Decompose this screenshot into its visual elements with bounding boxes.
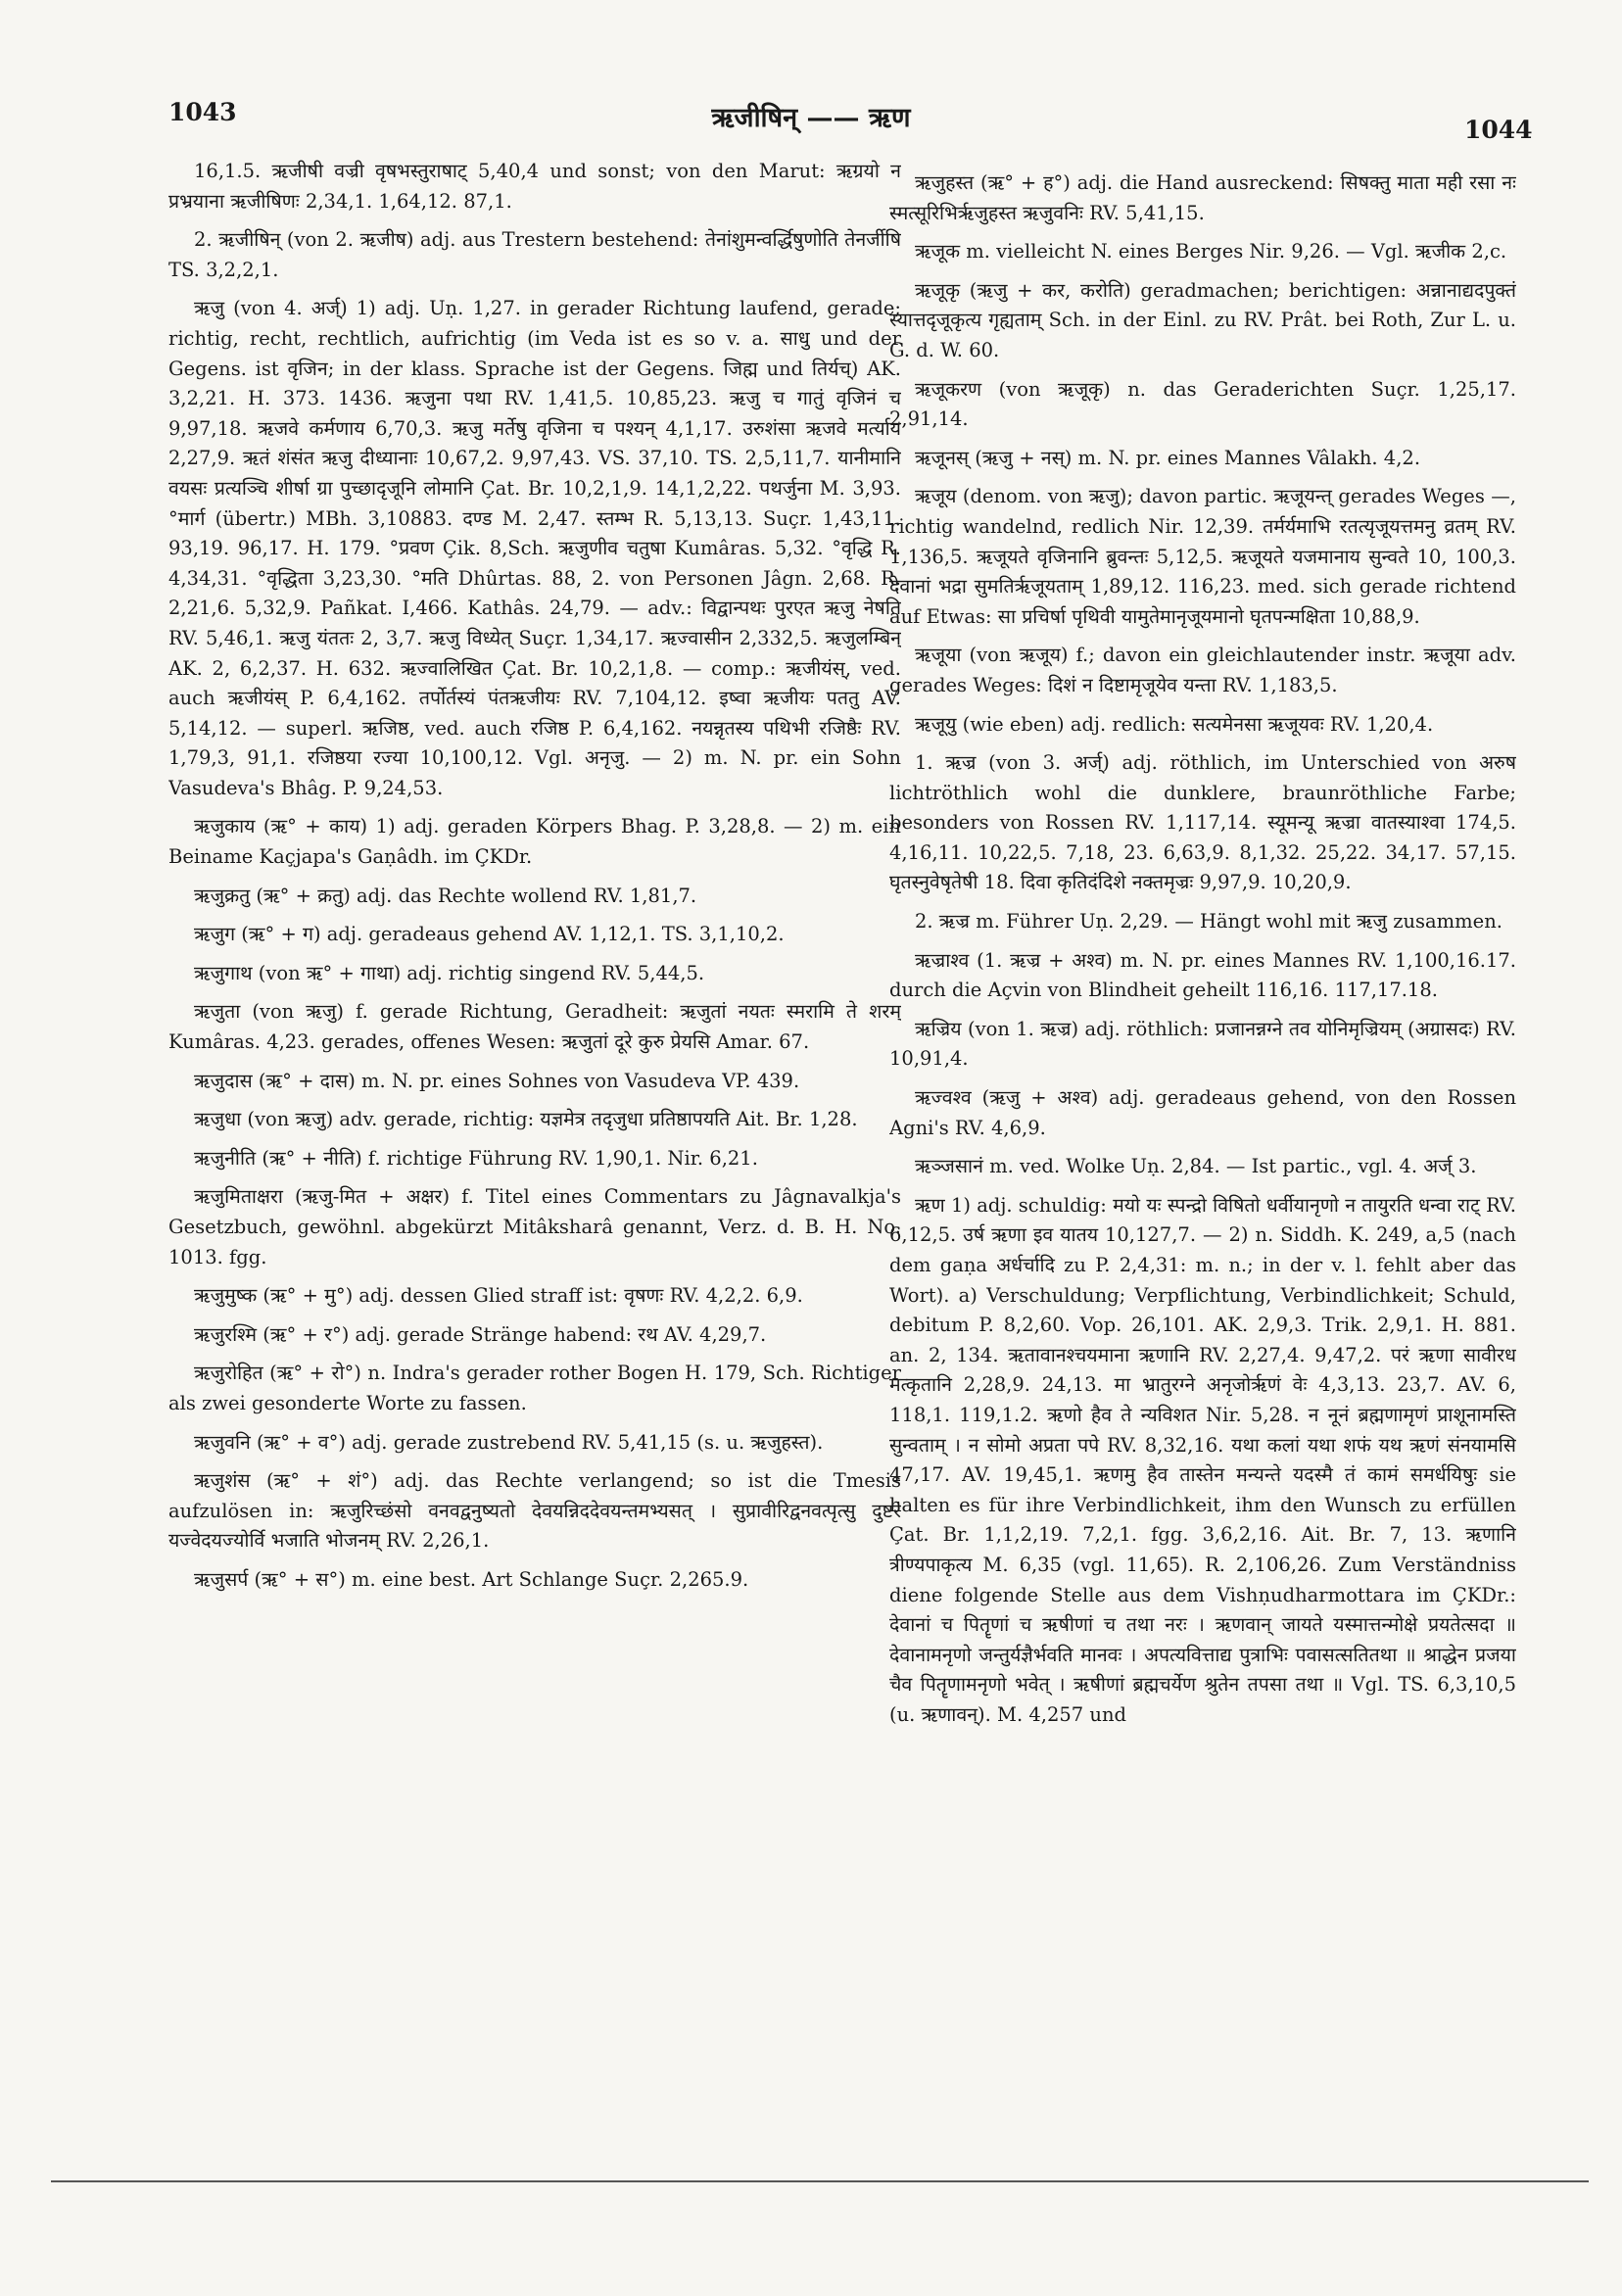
entry-paragraph: ऋजूक m. vielleicht N. eines Berges Nir. 9,26. — Vgl. ऋजीक 2,c. xyxy=(915,240,1507,263)
entry-paragraph: ऋजूय (denom. von ऋजु); davon partic. ऋजूयन्त् gerades Weges —, richtig wandelnd, redlich Nir. 12,39. तर्मर्यमाभि रतत्यृजूयत्तमनु व्रतम् RV. 1,136,5. ऋजूयते वृजिनानि ब्रुवन्तः 5,12,5. ऋजूयते यजमानाय सुन्वते 10, 100,3. देवानां भद्रा सुमतिर्ऋजूयताम् 1,89,12. 116,23. med. sich gerade richtend auf Etwas: सा प्रचिर्षा पृथिवी यामुतेमानृजूयमानो घृतपन्मक्षिता 10,88,9. xyxy=(889,485,1516,628)
entry-paragraph: ऋजुसर्प (ऋ° + स°) m. eine best. Art Schlange Suçr. 2,265.9. xyxy=(194,1567,749,1591)
entry-paragraph: ऋजुधा (von ऋजु) adv. gerade, richtig: यज्ञमेत्र तदृजुधा प्रतिष्ठापयति Ait. Br. 1,28. xyxy=(194,1108,858,1131)
bottom-rule xyxy=(51,2180,1589,2182)
left-column xyxy=(168,157,901,2106)
entry-paragraph: ऋजुगाथ (von ऋ° + गाथा) adj. richtig singend RV. 5,44,5. xyxy=(194,961,705,984)
entry-paragraph: ऋजूया (von ऋजूय) f.; davon ein gleichlautender instr. ऋजूया adv. gerades Weges: दिशं न दिष्टामृजूयेव यन्ता RV. 1,183,5. xyxy=(889,644,1516,696)
page-number-right: 1044 xyxy=(1464,116,1533,144)
entry-paragraph: ऋजूयु (wie eben) adj. redlich: सत्यमेनसा ऋजूयवः RV. 1,20,4. xyxy=(915,712,1434,736)
entry-paragraph: ऋजुमुष्क (ऋ° + मु°) adj. dessen Glied straff ist: वृषणः RV. 4,2,2. 6,9. xyxy=(194,1284,803,1308)
entry-paragraph: ऋजुदास (ऋ° + दास) m. N. pr. eines Sohnes von Vasudeva VP. 439. xyxy=(194,1069,800,1092)
entry-paragraph: ऋजुशंस (ऋ° + शं°) adj. das Rechte verlangend; so ist die Tmesis aufzulösen in: ऋजुरिच्छंसो वनवद्वनुष्यतो देवयन्निददेवयन्तमभ्यसत् । सुप्रावीरिद्वनवत्पृत्सु दुष्टरं यज्वेदयज्योर्वि भजाति भोजनम् RV. 2,26,1. xyxy=(168,1469,901,1553)
entry-paragraph: ऋज्राश्व (1. ऋज्र + अश्व) m. N. pr. eines Mannes RV. 1,100,16.17. durch die Açvin von Blindheit geheilt 116,16. 117,17.18. xyxy=(889,948,1516,1002)
entry-paragraph: ऋज्वश्व (ऋजु + अश्व) adj. geradeaus gehend, von den Rossen Agni's RV. 4,6,9. xyxy=(889,1086,1516,1139)
entry-paragraph: ऋजूकरण (von ऋजूकृ) n. das Geraderichten Suçr. 1,25,17. 2,91,14. xyxy=(889,377,1516,431)
entry-paragraph: ऋजुकाय (ऋ° + काय) 1) adj. geraden Körpers Bhag. P. 3,28,8. — 2) m. ein Beiname Kaçjapa's Gaṇâdh. im ÇKDr. xyxy=(168,815,901,869)
entry-paragraph: ऋजुनीति (ऋ° + नीति) f. richtige Führung RV. 1,90,1. Nir. 6,21. xyxy=(194,1146,758,1170)
entry-paragraph: ऋजुहस्त (ऋ° + ह°) adj. die Hand ausreckend: सिषक्तु माता मही रसा नः स्मत्सूरिभिर्ऋजुहस्त ऋजुवनिः RV. 5,41,15. xyxy=(889,171,1516,224)
entry-paragraph: ऋजुता (von ऋजु) f. gerade Richtung, Geradheit: ऋजुतां नयतः स्मरामि ते शरम् Kumâras. 4,23. gerades, offenes Wesen: ऋजुतां दूरे कुरु प्रेयसि Amar. 67. xyxy=(168,1000,901,1054)
entry-paragraph: 2. ऋजीषिन् (von 2. ऋजीष) adj. aus Trestern bestehend: तेनांशुमन्वर्द्धिषुणोति तेनर्जीषि TS. 3,2,2,1. xyxy=(168,228,901,281)
entry-paragraph: ऋजुवनि (ऋ° + व°) adj. gerade zustrebend RV. 5,41,15 (s. u. ऋजुहस्त). xyxy=(194,1430,824,1454)
entry-paragraph: 1. ऋज्र (von 3. अर्ज्) adj. röthlich, im Unterschied von अरुष lichtröthlich wohl die dunklere, braunröthliche Farbe; besonders von Rossen RV. 1,117,14. स्यूमन्यू ऋज्रा वातस्याश्वा 174,5. 4,16,11. 10,22,5. 7,18, 23. 6,63,9. 8,1,32. 25,22. 34,17. 57,15. घृतस्नुवेषृतेषी 18. दिवा कृतिदंदिशे नक्तमृज्रः 9,97,9. 10,20,9. xyxy=(889,751,1516,894)
entry-paragraph: ऋजुरोहित (ऋ° + रो°) n. Indra's gerader rother Bogen H. 179, Sch. Richtiger als zwei gesonderte Worte zu fassen. xyxy=(168,1362,901,1414)
entry-paragraph: ऋज्रिय (von 1. ऋज्र) adj. röthlich: प्रजानन्नग्ने तव योनिमृज्रियम् (अग्रासदः) RV. 10,91,4. xyxy=(889,1017,1516,1071)
entry-paragraph: 2. ऋज्र m. Führer Uṇ. 2,29. — Hängt wohl mit ऋजु zusammen. xyxy=(915,910,1503,933)
page-number-left: 1043 xyxy=(168,98,237,126)
entry-paragraph: ऋजूनस् (ऋजु + नस्) m. N. pr. eines Mannes Vâlakh. 4,2. xyxy=(915,446,1421,469)
entry-paragraph: ऋजूकृ (ऋजु + कर, करोति) geradmachen; berichtigen: अन्नानाद्यदपुक्तं स्यात्तदृजूकृत्य गृह्यताम् Sch. in der Einl. zu RV. Prât. bei Roth, Zur L. u. G. d. W. 60. xyxy=(889,278,1516,361)
entry-paragraph: 16,1.5. ऋजीषी वज्री वृषभस्तुराषाट् 5,40,4 und sonst; von den Marut: ऋग्रयो न प्रभ्रयाना ऋजीषिणः 2,34,1. 1,64,12. 87,1. xyxy=(168,160,901,213)
entry-paragraph: ऋजुरश्मि (ऋ° + र°) adj. gerade Stränge habend: रथ AV. 4,29,7. xyxy=(194,1322,767,1346)
running-headword: ऋजीषिन् —— ऋण xyxy=(711,103,911,133)
page-header xyxy=(0,0,1622,167)
entry-paragraph: ऋजुमिताक्षरा (ऋजु-मित + अक्षर) f. Titel eines Commentars zu Jâgnavalkja's Gesetzbuch, gewöhnl. abgekürzt Mitâksharâ genannt, Verz. d. B. H. No. 1013. fgg. xyxy=(168,1185,901,1268)
entry-paragraph: ऋजुग (ऋ° + ग) adj. geradeaus gehend AV. 1,12,1. TS. 3,1,10,2. xyxy=(194,923,785,946)
entry-paragraph: ऋजु (von 4. अर्ज्) 1) adj. Uṇ. 1,27. in gerader Richtung laufend, gerade; richtig, recht, rechtlich, aufrichtig (im Veda ist es so v. a. साधु und der Gegens. ist वृजिन; in der klass. Sprache ist der Gegens. जिह्म und तिर्यच्) AK. 3,2,21. H. 373. 1436. ऋजुना पथा RV. 1,41,5. 10,85,23. ऋजु च गातुं वृजिनं च 9,97,18. ऋजवे कर्मणाय 6,70,3. ऋजु मर्तेषु वृजिना च पश्यन् 4,1,17. उरुशंसा ऋजवे मर्त्याय 2,27,9. ऋतं शंसंत ऋजु दीध्यानाः 10,67,2. 9,97,43. VS. 37,10. TS. 2,5,11,7. यानीमानि वयसः प्रत्यञ्चि शीर्षा ग्रा पुच्छादृजूनि लोमानि Çat. Br. 10,2,1,9. 14,1,2,22. पथर्जुना M. 3,93. °मार्ग (übertr.) MBh. 3,10883. दण्ड M. 2,47. स्तम्भ R. 5,13,13. Suçr. 1,43,11. 93,19. 96,17. H. 179. °प्रवण Çik. 8,Sch. ऋजुणीव चतुषा Kumâras. 5,32. °वृद्धि R. 4,34,31. °वृद्धिता 3,23,30. °मति Dhûrtas. 88, 2. von Personen Jâgn. 2,68. R. 2,21,6. 5,32,9. Pañkat. I,466. Kathâs. 24,79. — adv.: विद्वान्पथः पुरएत ऋजु नेषति RV. 5,46,1. ऋजु यंततः 2, 3,7. ऋजु विध्येत् Suçr. 1,34,17. ऋज्वासीन 2,332,5. ऋजुलम्बिन् AK. 2, 6,2,37. H. 632. ऋज्वालिखित Çat. Br. 10,2,1,8. — comp.: ऋजीयंस्, ved. auch ऋजीयंस् P. 6,4,162. तर्पोर्तस्यं पंतऋजीयः RV. 7,104,12. इष्वा ऋजीयः पततु AV. 5,14,12. — superl. ऋजिष्ठ, ved. auch रजिष्ठ P. 6,4,162. नयन्नृतस्य पथिभी रजिष्ठैः RV. 1,79,3, 91,1. रजिष्ठया रज्या 10,100,12. Vgl. अनृजु. — 2) m. N. pr. ein Sohn Vasudeva's Bhâg. P. 9,24,53. xyxy=(168,297,901,799)
right-column xyxy=(889,168,1516,2118)
entry-paragraph: ऋजुक्रतु (ऋ° + क्रतु) adj. das Rechte wollend RV. 1,81,7. xyxy=(194,884,697,907)
entry-paragraph: ऋञ्जसानं m. ved. Wolke Uṇ. 2,84. — Ist partic., vgl. 4. अर्ज् 3. xyxy=(915,1155,1477,1178)
entry-paragraph: ऋण 1) adj. schuldig: मयो यः स्पन्द्रो विषितो धर्वीयानृणो न तायुरति धन्वा राट् RV. 6,12,5. उर्ष ऋणा इव यातय 10,127,7. — 2) n. Siddh. K. 249, a,5 (nach dem gaṇa अर्धर्चादि zu P. 2,4,31: m. n.; in der v. l. fehlt aber das Wort). a) Verschuldung; Verpflichtung, Verbindlichkeit; Schuld, debitum P. 8,2,60. Vop. 26,101. AK. 2,9,3. Trik. 2,9,1. H. 881. an. 2, 134. ऋतावानश्चयमाना ऋणानि RV. 2,27,4. 9,47,2. परं ऋणा सावीरध मत्कृतानि 2,28,9. 24,13. मा भ्रातुरग्ने अनृजोर्ऋणं वेः 4,3,13. 23,7. AV. 6, 118,1. 119,1.2. ऋणो हैव ते न्यविशत Nir. 5,28. न नूनं ब्रह्मणामृणं प्राशूनामस्ति सुन्वताम् । न सोमो अप्रता पपे RV. 8,32,16. यथा कलां यथा शफं यथ ऋणं संनयामसि 47,17. AV. 19,45,1. ऋणमु हैव तास्तेन मन्यन्ते यदस्मै तं कामं समर्धयिषुः sie halten es für ihre Verbindlichkeit, ihm den Wunsch zu erfüllen Çat. Br. 1,1,2,19. 7,2,1. fgg. 3,6,2,16. Ait. Br. 7, 13. ऋणानि त्रीण्यपाकृत्य M. 6,35 (vgl. 11,65). R. 2,106,26. Zum Verständniss diene folgende Stelle aus dem Vishṇudharmottara im ÇKDr.: देवानां च पितॄणां च ऋषीणां च तथा नरः । ऋणवान् जायते यस्मात्तन्मोक्षे प्रयतेत्सदा ॥ देवानामनृणो जन्तुर्यज्ञैर्भवति मानवः । अपत्यवित्ताद्य पुत्राभिः पवासत्सतितथा ॥ श्राद्धेन प्रजया चैव पितॄणामनृणो भवेत् । ऋषीणां ब्रह्मचर्येण श्रुतेन तपसा तथा ॥ Vgl. TS. 6,3,10,5 (u. ऋणावन्). M. 4,257 und xyxy=(889,1193,1516,1726)
